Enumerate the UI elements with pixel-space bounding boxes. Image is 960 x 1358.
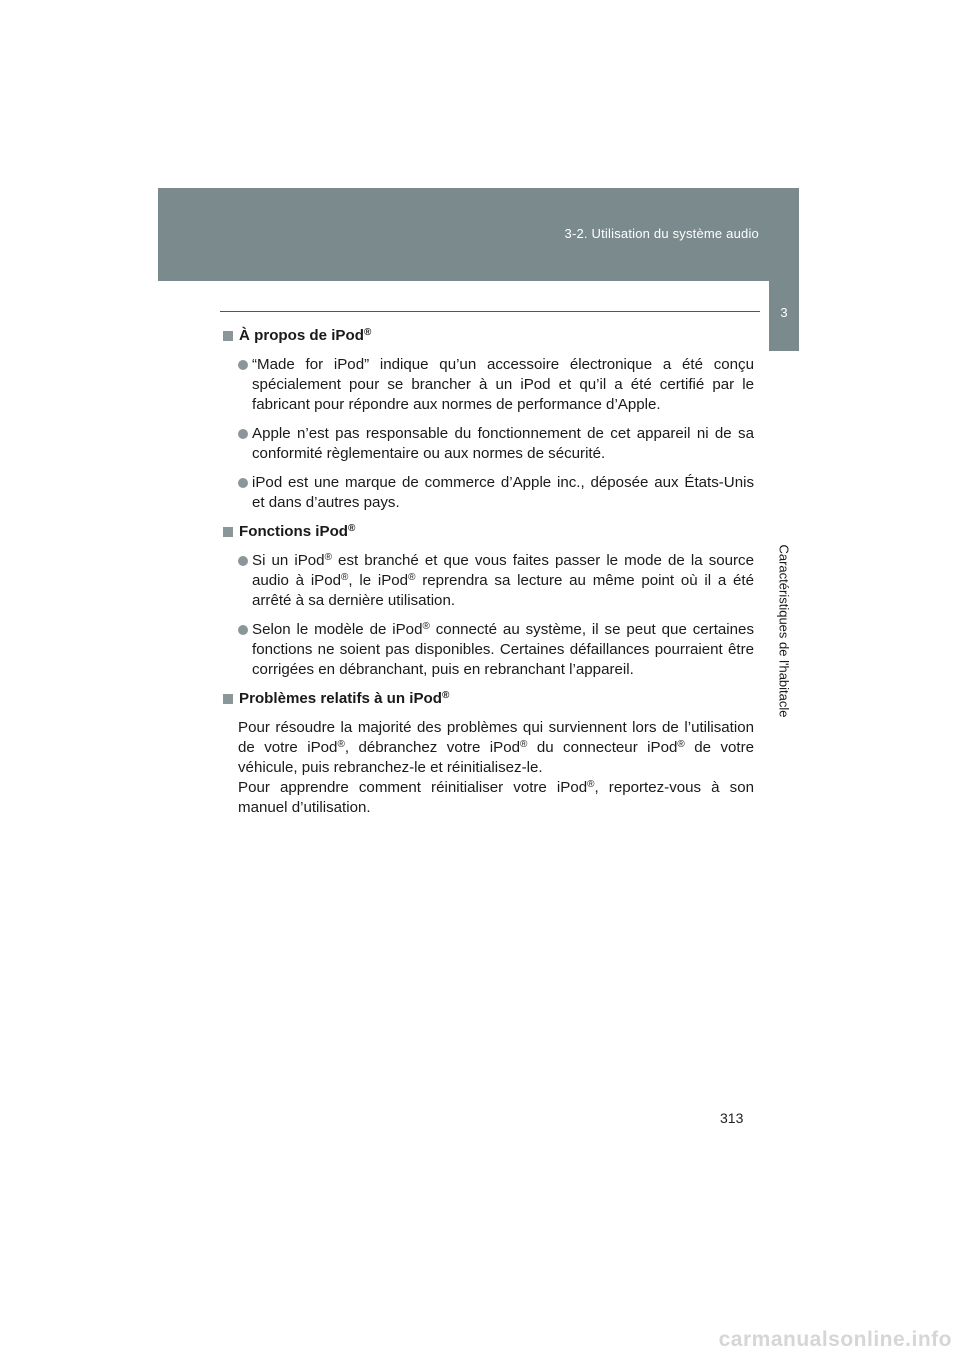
chapter-tab	[769, 281, 799, 351]
registered-mark: ®	[442, 690, 450, 701]
page-number: 313	[720, 1110, 744, 1126]
registered-mark: ®	[348, 523, 356, 534]
section-heading	[222, 326, 754, 346]
registered-mark: ®	[363, 327, 372, 338]
circle-bullet-icon	[238, 556, 248, 566]
circle-bullet-icon	[238, 360, 248, 370]
list-item	[238, 355, 754, 415]
list-item-text: Selon le modèle de iPod® connecté au système, il se peut que certaines fonctions ne soient pas disponibles. Certaines défaillances pourraient être corrigées en débranchant, puis en rebranchant l’appareil.	[252, 621, 754, 678]
body-paragraph: Pour apprendre comment réinitialiser votre iPod®, reportez-vous à son manuel d’utilisation.	[238, 779, 754, 816]
registered-mark: ®	[324, 552, 332, 563]
registered-mark: ®	[422, 621, 430, 632]
registered-mark: ®	[587, 779, 595, 790]
list-item-text: Apple n’est pas responsable du fonctionnement de cet appareil ni de sa conformité règlementaire ou aux normes de sécurité.	[252, 425, 754, 462]
chapter-label: Caractéristiques de l'habitacle	[776, 544, 792, 718]
list-item	[238, 424, 754, 464]
circle-bullet-icon	[238, 429, 248, 439]
square-bullet-icon	[223, 331, 233, 341]
list-item	[238, 551, 754, 611]
watermark: carmanualsonline.info	[718, 1328, 952, 1351]
section-heading	[222, 522, 754, 542]
square-bullet-icon	[223, 694, 233, 704]
registered-mark: ®	[520, 739, 528, 750]
registered-mark: ®	[408, 572, 416, 583]
list-item	[238, 473, 754, 513]
header-rule	[220, 311, 760, 312]
header-band	[158, 188, 799, 281]
list-item	[238, 620, 754, 680]
registered-mark: ®	[341, 572, 349, 583]
body-paragraph: Pour résoudre la majorité des problèmes qui surviennent lors de l’utilisation de votre iPod®, débranchez votre iPod® du connecteur iPod® de votre véhicule, puis rebranchez-le et réinitialisez-le.	[238, 719, 754, 776]
heading-text: À propos de iPod®	[239, 327, 372, 344]
list-item-text: “Made for iPod” indique qu’un accessoire électronique a été conçu spécialement pour se brancher à un iPod et qu’il a été certifié par le fabricant pour répondre aux normes de performance d’Apple.	[252, 356, 754, 413]
list-item-text: iPod est une marque de commerce d’Apple inc., déposée aux États-Unis et dans d’autres pays.	[252, 474, 754, 511]
circle-bullet-icon	[238, 625, 248, 635]
chapter-label-container	[769, 351, 799, 831]
registered-mark: ®	[337, 739, 345, 750]
list-item-text: Si un iPod® est branché et que vous faites passer le mode de la source audio à iPod®, le iPod® reprendra sa lecture au même point où il a été arrêté à sa dernière utilisation.	[252, 552, 754, 609]
registered-mark: ®	[677, 739, 685, 750]
circle-bullet-icon	[238, 478, 248, 488]
heading-text: Fonctions iPod®	[239, 523, 356, 540]
square-bullet-icon	[223, 527, 233, 537]
chapter-number: 3	[780, 305, 788, 320]
section-title: 3-2. Utilisation du système audio	[564, 226, 759, 241]
section-heading	[222, 689, 754, 709]
page-content	[222, 326, 754, 818]
heading-text: Problèmes relatifs à un iPod®	[239, 690, 450, 707]
